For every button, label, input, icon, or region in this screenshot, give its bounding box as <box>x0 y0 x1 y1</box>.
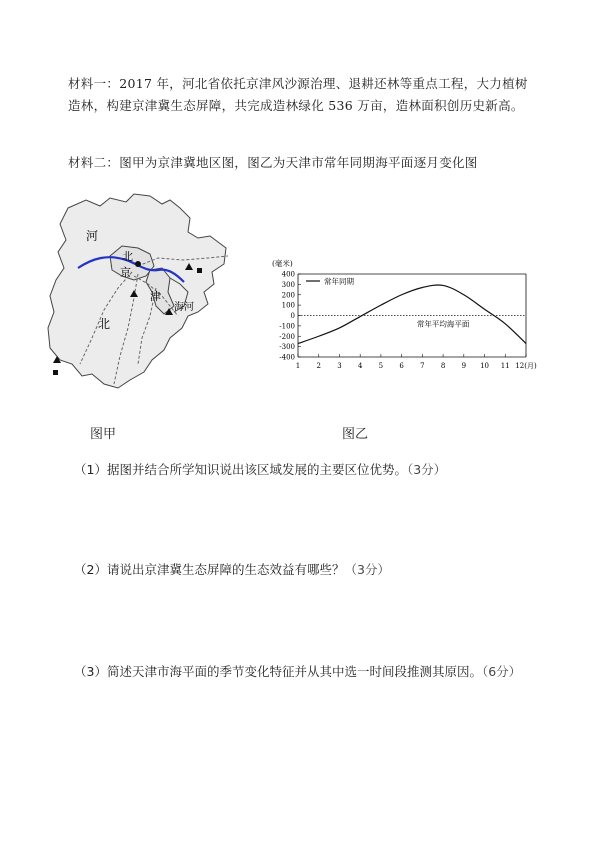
x-tick-label: 11 <box>500 362 510 370</box>
map-label-bei-top: 北 <box>122 250 133 263</box>
material-2-text: 图甲为京津冀地区图，图乙为天津市常年同期海平面逐月变化图 <box>119 155 478 170</box>
x-tick-label: 5 <box>378 362 384 370</box>
x-tick-label: 4 <box>357 362 363 370</box>
material-2 <box>68 152 538 174</box>
y-tick-label: 400 <box>281 270 295 279</box>
map-label-jin: 津 <box>150 290 161 303</box>
figure-2-caption: 图乙 <box>342 427 369 442</box>
x-tick-label: 7 <box>420 362 425 370</box>
y-axis <box>279 271 526 362</box>
y-tick-label: 300 <box>281 280 295 289</box>
x-tick-label: 10 <box>480 362 490 370</box>
question-2-number: （2） <box>74 562 107 577</box>
reference-line <box>298 316 526 329</box>
square-symbol <box>197 268 202 273</box>
question-1-number: （1） <box>74 462 107 477</box>
x-tick-label: 12(月) <box>515 362 537 370</box>
y-tick-label: 100 <box>281 301 295 310</box>
question-1-text: 据图并结合所学知识说出该区域发展的主要区位优势。 <box>106 462 407 477</box>
square-symbol <box>53 370 58 375</box>
map-label-bei-bottom: 北 <box>98 317 111 331</box>
question-2-text: 请说出京津冀生态屏障的生态效益有哪些？ <box>106 562 345 577</box>
y-tick-label: -200 <box>279 332 295 341</box>
x-tick-label: 8 <box>440 362 446 370</box>
x-tick-label: 3 <box>337 362 342 370</box>
question-3 <box>74 659 534 685</box>
x-tick-label: 1 <box>295 362 301 370</box>
y-tick-label: -300 <box>279 343 295 352</box>
question-1-points: （3分） <box>406 462 447 477</box>
question-2-points: （3分） <box>344 562 390 577</box>
question-3-points: （6分） <box>481 664 522 679</box>
legend-label: 常年同期 <box>324 277 354 286</box>
figure-1-caption: 图甲 <box>90 427 117 442</box>
legend <box>306 276 354 286</box>
material-1-text: 2017 年，河北省依托京津风沙源治理、退耕还林等重点工程，大力植树造林，构建京津冀生态屏障，共完成造林绿化 536 万亩，造林面积创历史新高。 <box>68 76 528 113</box>
series-line <box>298 285 526 344</box>
map-label-jing: 京 <box>120 266 131 279</box>
y-tick-label: -400 <box>279 353 295 362</box>
material-1 <box>68 73 538 117</box>
material-2-prefix: 材料二： <box>68 155 120 170</box>
x-tick-label: 6 <box>399 362 404 370</box>
reference-line-label: 常年平均海平面 <box>416 319 470 329</box>
sea-level-chart <box>268 250 558 380</box>
material-1-prefix: 材料一： <box>68 76 120 91</box>
beijing-dot <box>135 261 141 267</box>
x-axis <box>296 354 537 370</box>
hebei-outline <box>48 194 226 388</box>
question-1 <box>74 457 534 483</box>
map-label-haihe: 海河 <box>174 302 194 313</box>
y-tick-label: 200 <box>281 291 295 300</box>
map-figure <box>38 188 238 398</box>
map-label-he: 河 <box>86 229 99 243</box>
series-group <box>298 285 526 344</box>
chart-ylabel: (毫米) <box>272 259 293 268</box>
question-2 <box>74 557 534 583</box>
y-tick-label: 0 <box>290 312 295 320</box>
x-tick-label: 2 <box>316 362 321 370</box>
question-3-text: 简述天津市海平面的季节变化特征并从其中选一时间段推测其原因。 <box>106 664 482 679</box>
y-tick-label: -100 <box>279 322 295 331</box>
x-tick-label: 9 <box>461 362 467 370</box>
question-3-number: （3） <box>74 664 107 679</box>
